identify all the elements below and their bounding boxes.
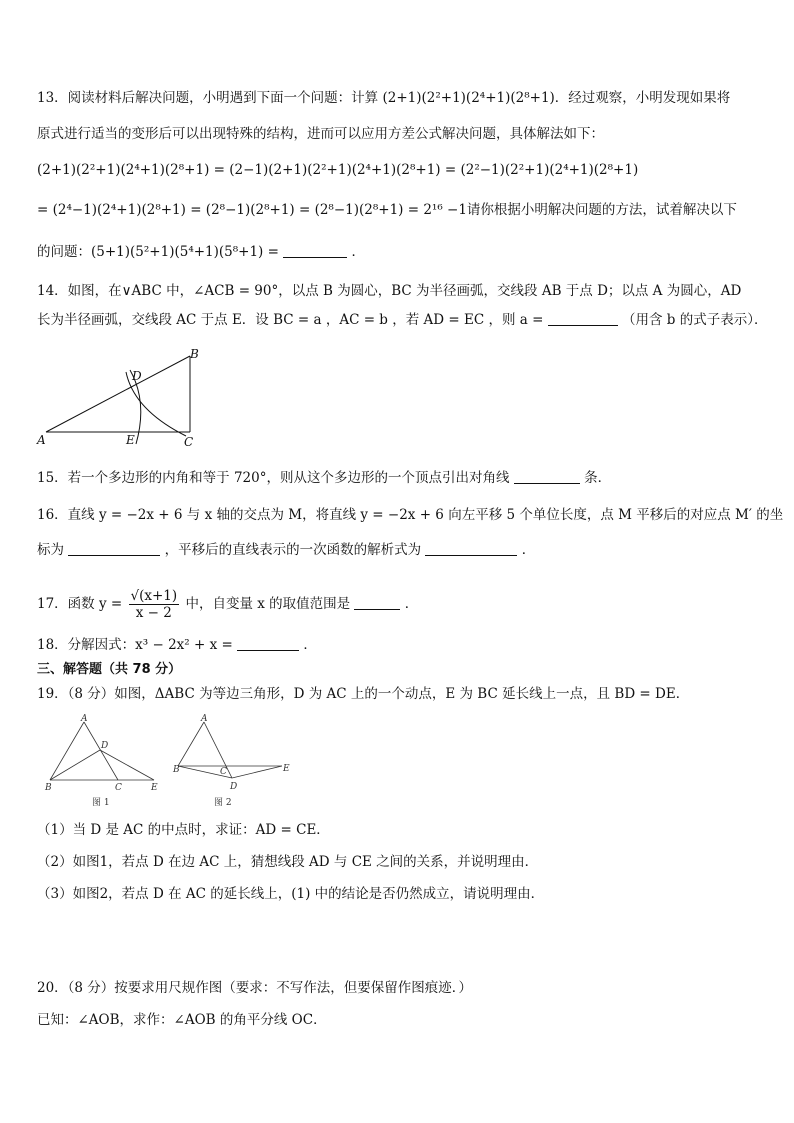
q14-label-a: A: [37, 433, 46, 447]
q14-answer-blank[interactable]: [548, 311, 618, 326]
q14-label-c: C: [184, 435, 194, 449]
q14-label-d: D: [132, 369, 142, 383]
fig2-segment-ab: [178, 722, 204, 766]
q19-figure-2: [170, 714, 294, 806]
q15-answer-blank[interactable]: [514, 469, 580, 484]
q16-line-2: [37, 540, 535, 560]
fig1-label-e: E: [151, 783, 158, 793]
section-3-heading: 三、解答题（共 78 分）: [37, 662, 182, 677]
q14-segment-ab: [46, 356, 190, 432]
q13-answer-blank[interactable]: [283, 243, 347, 258]
q17-fraction: [129, 588, 180, 621]
q13-line-4: = (2⁴−1)(2⁴+1)(2⁸+1) = (2⁸−1)(2⁸+1) = (2⁸−1)(2⁸+1) = 2¹⁶ −1请你根据小明解决问题的方法，试着解决以下: [37, 202, 737, 218]
q18-text-end: ．: [303, 637, 317, 653]
fig2-label-e: E: [283, 764, 290, 774]
q13-line-3: (2+1)(2²+1)(2⁴+1)(2⁸+1) = (2−1)(2+1)(2²+1)(2⁴+1)(2⁸+1) = (2²−1)(2²+1)(2⁴+1)(2⁸+1): [37, 162, 639, 178]
q14-line-2: [37, 310, 768, 330]
q16-line-2-text: 标为: [37, 542, 64, 558]
q17-text-end: ．: [404, 596, 419, 612]
q19-part-3: （3）如图2，若点 D 在 AC 的延长线上，(1) 中的结论是否仍然成立，请说明理由．: [37, 886, 545, 902]
q13-line-5: [37, 242, 365, 262]
q18-line: [37, 635, 317, 655]
q17-numerator: √(x+1): [130, 588, 178, 604]
fig1-caption: 图 1: [92, 798, 110, 808]
q13-line-1: 13．阅读材料后解决问题，小明遇到下面一个问题：计算 (2+1)(2²+1)(2⁴+1)(2⁸+1)．经过观察，小明发现如果将: [37, 90, 731, 106]
q17-denominator: x − 2: [135, 605, 172, 621]
q14-line-2-end: （用含 b 的式子表示）．: [622, 312, 768, 328]
q20-line-1: 20．（8 分）按要求用尺规作图（要求：不写作法，但要保留作图痕迹．）: [37, 980, 473, 996]
q15-line: [37, 468, 611, 488]
q18-text: 18．分解因式：x³ − 2x² + x =: [37, 637, 233, 653]
q19-part-1: （1）当 D 是 AC 的中点时，求证：AD = CE．: [37, 822, 330, 838]
fig1-segment-bd: [50, 750, 100, 780]
q18-answer-blank[interactable]: [237, 636, 299, 651]
q16-coordinate-blank[interactable]: [68, 541, 160, 556]
q16-line-1: 16．直线 y = −2x + 6 与 x 轴的交点为 M，将直线 y = −2x + 6 向左平移 5 个单位长度，点 M 平移后的对应点 M′ 的坐: [37, 507, 784, 523]
fig2-label-b: B: [173, 765, 180, 775]
q16-function-blank[interactable]: [425, 541, 517, 556]
fig1-segment-de: [100, 750, 154, 780]
q19-stem: 19．（8 分）如图，ΔABC 为等边三角形，D 为 AC 上的一个动点，E 为 BC 延长线上一点，且 BD = DE．: [37, 686, 690, 702]
fig1-label-c: C: [115, 783, 122, 793]
q13-line-5-end: ．: [351, 244, 366, 260]
fig2-label-a: A: [201, 714, 208, 724]
q14-label-e: E: [126, 433, 135, 447]
q19-figure-1: [42, 714, 166, 806]
q15-text-end: 条．: [584, 470, 612, 486]
q14-triangle-figure: [30, 344, 210, 448]
q20-line-2: 已知：∠AOB，求作：∠AOB 的角平分线 OC．: [37, 1012, 327, 1028]
q16-line-2-end: ．: [521, 542, 536, 558]
q13-line-2: 原式进行适当的变形后可以出现特殊的结构，进而可以应用方差公式解决问题，具体解法如下：: [37, 126, 604, 142]
fig1-segment-ab: [50, 722, 84, 780]
fig2-label-d: D: [230, 782, 238, 792]
q17-text-mid: 中，自变量 x 的取值范围是: [185, 596, 351, 612]
fig2-segment-ad: [204, 722, 232, 778]
fig2-caption: 图 2: [214, 798, 232, 808]
q16-line-2-mid: ，平移后的直线表示的一次函数的解析式为: [164, 542, 422, 558]
q15-text: 15．若一个多边形的内角和等于 720°，则从这个多边形的一个顶点引出对角线: [37, 470, 510, 486]
fig2-segment-de: [232, 766, 282, 778]
fig1-label-a: A: [81, 714, 88, 724]
q14-line-2-text: 长为半径画弧，交线段 AC 于点 E．设 BC = a ，AC = b ，若 AD = EC ，则 a =: [37, 312, 544, 328]
q19-part-2: （2）如图1，若点 D 在边 AC 上，猜想线段 AD 与 CE 之间的关系，并说明理由．: [37, 854, 539, 870]
q17-answer-blank[interactable]: [354, 595, 400, 610]
fig2-label-c: C: [220, 767, 227, 777]
q14-label-b: B: [190, 347, 199, 361]
q14-line-1: 14．如图，在∨ABC 中，∠ACB = 90°，以点 B 为圆心，BC 为半径画弧，交线段 AB 于点 D；以点 A 为圆心，AD: [37, 283, 742, 299]
fig1-label-d: D: [101, 741, 109, 751]
fig1-label-b: B: [45, 783, 52, 793]
q17-line: [37, 588, 418, 621]
q13-line-5-text: 的问题：(5+1)(5²+1)(5⁴+1)(5⁸+1) =: [37, 244, 279, 260]
q17-text: 17．函数 y =: [37, 596, 123, 612]
